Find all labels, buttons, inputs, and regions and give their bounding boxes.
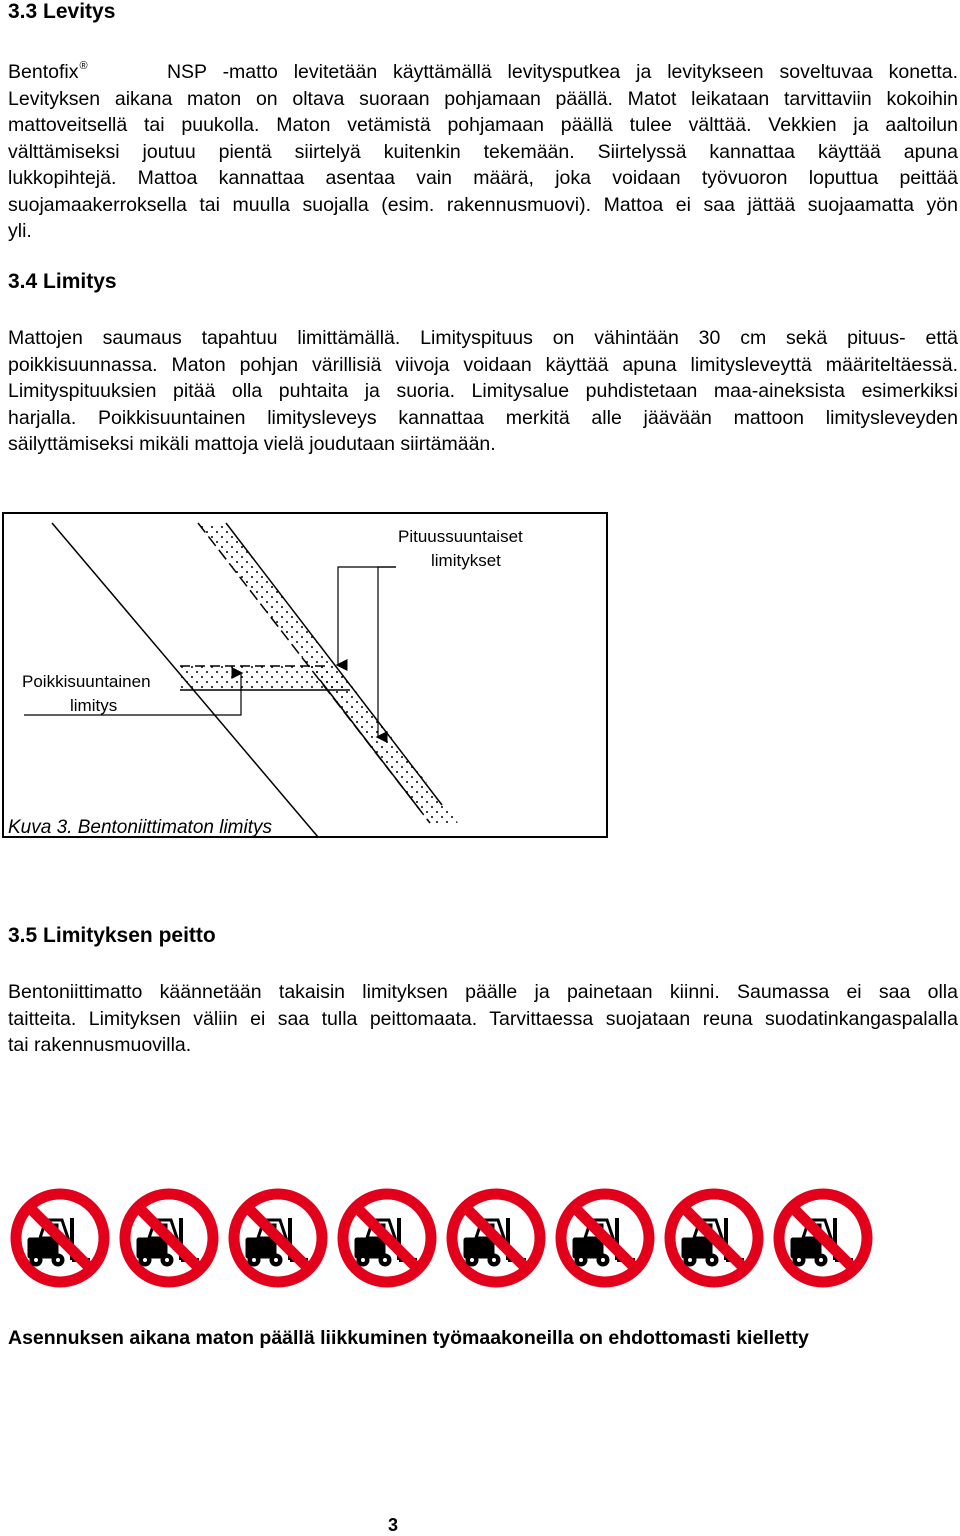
prohibition-signs xyxy=(10,1188,880,1288)
mat-edge xyxy=(320,680,420,810)
no-forklift-icon xyxy=(119,1188,219,1288)
registered-mark: ® xyxy=(79,60,88,72)
section-heading-peitto: 3.5 Limityksen peitto xyxy=(8,924,216,947)
text-line: Bentoniittimatto käännetään takaisin limityksen päälle ja painetaan kiinni. Saumassa ei saa olla xyxy=(8,981,958,1003)
text-line: lukkopihtejä. Mattoa kannattaa asentaa vain määrä, joka voidaan työvuoron loputtua peittää xyxy=(8,167,958,189)
product-name: Bentofix xyxy=(8,61,79,83)
label-transverse: Poikkisuuntainen xyxy=(22,672,151,691)
no-forklift-icon xyxy=(664,1188,764,1288)
no-forklift-icon xyxy=(337,1188,437,1288)
no-forklift-icon xyxy=(10,1188,110,1288)
section-heading-levitys: 3.3 Levitys xyxy=(8,0,116,23)
longitudinal-callout xyxy=(378,567,396,737)
warning-text: Asennuksen aikana maton päällä liikkuminen työmaakoneilla on ehdottomasti kielletty xyxy=(8,1327,809,1349)
text-line: taitteita. Limityksen väliin ei saa tulla peittomaata. Tarvittaessa suojataan reuna suodatinkangaspalalla xyxy=(8,1007,958,1030)
no-forklift-icon xyxy=(446,1188,546,1288)
page-number: 3 xyxy=(388,1515,399,1535)
paragraph-levitys xyxy=(8,53,958,245)
paragraph-limitys xyxy=(8,325,958,458)
text-line xyxy=(8,53,958,86)
text-line: Limityspituuksien pitää olla puhtaita ja suoria. Limitysalue puhdistetaan maa-aineksista esimerkiksi xyxy=(8,380,958,402)
text-line: Mattojen saumaus tapahtuu limittämällä. Limityspituus on vähintään 30 cm sekä pituus- että xyxy=(8,327,958,349)
mat-edge xyxy=(226,523,442,805)
no-forklift-icon xyxy=(555,1188,655,1288)
longitudinal-callout xyxy=(338,567,396,665)
no-forklift-icon xyxy=(773,1188,873,1288)
label-longitudinal: limitykset xyxy=(431,551,501,570)
text-line: säilyttämiseksi mikäli mattoja vielä joudutaan siirtämään. xyxy=(8,433,496,455)
label-longitudinal: Pituussuuntaiset xyxy=(398,527,523,546)
text-line: yli. xyxy=(8,220,32,242)
text-fragment: NSP -matto levitetään käyttämällä levitysputkea ja levitykseen soveltuvaa konetta. xyxy=(166,61,959,83)
text-line: välttämiseksi joutuu pientä siirtelyä kuitenkin tekemään. Siirtelyssä kannattaa käyttää apuna xyxy=(8,140,958,163)
text-line: harjalla. Poikkisuuntainen limitysleveys kannattaa merkitä alle jäävään mattoon limitysleveyden xyxy=(8,406,958,429)
text-line: mattoveitsellä tai puukolla. Maton vetämistä pohjamaan päällä tulee välttää. Vekkien ja aaltoilun xyxy=(8,114,958,136)
text-line: poikkisuunnassa. Maton pohjan värillisiä viivoja voidaan käyttää apuna limitysleveyttä määriteltäessä. xyxy=(8,353,958,376)
figure-caption: Kuva 3. Bentoniittimaton limitys xyxy=(8,817,273,838)
overlap-diagram xyxy=(0,505,620,845)
text-line: Levityksen aikana maton on oltava suoraan pohjamaan päällä. Matot leikataan tarvittaviin kokoihin xyxy=(8,87,958,110)
paragraph-peitto xyxy=(8,979,958,1059)
text-line: suojamaakerroksella tai muulla suojalla (esim. rakennusmuovi). Mattoa ei saa jättää suojaamatta yön xyxy=(8,193,958,216)
label-transverse: limitys xyxy=(70,696,118,715)
section-heading-limitys: 3.4 Limitys xyxy=(8,270,117,293)
text-line: tai rakennusmuovilla. xyxy=(8,1034,192,1056)
no-forklift-icon xyxy=(228,1188,328,1288)
